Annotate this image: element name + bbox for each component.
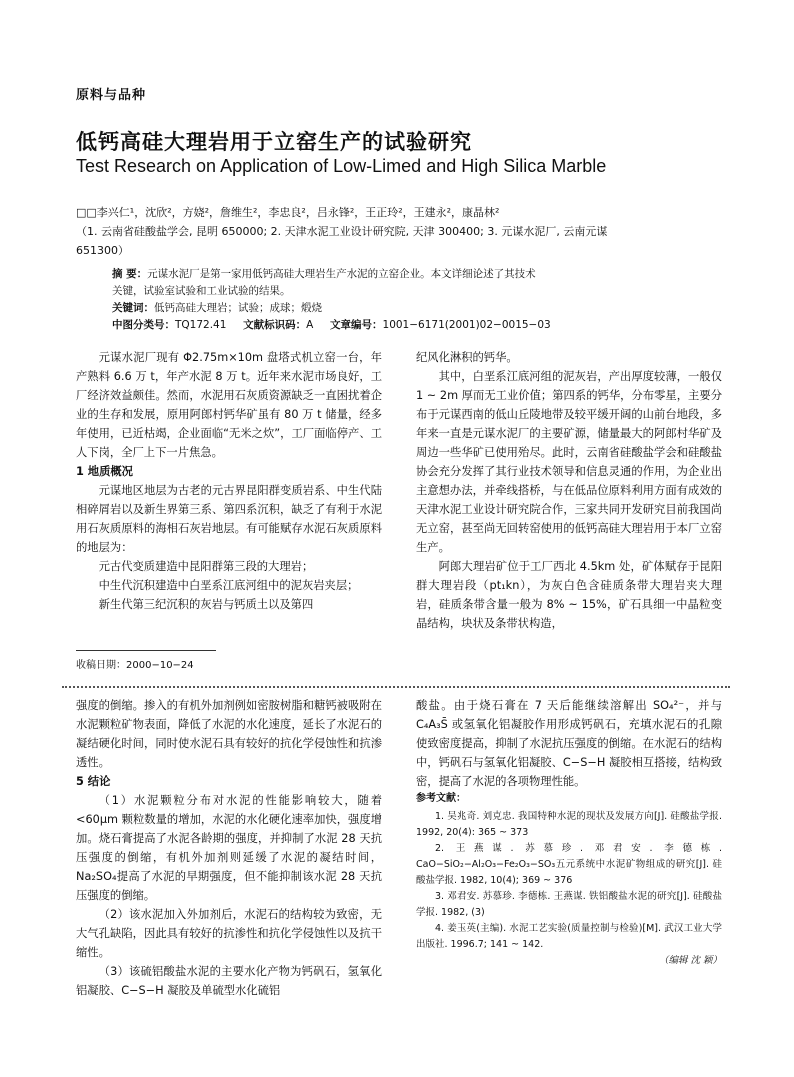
section-heading: 1 地质概况 <box>76 465 133 478</box>
abstract-text: 元谋水泥厂是第一家用低钙高硅大理岩生产水泥的立窑企业。本文详细论述了其技术 <box>147 268 536 280</box>
paragraph: （3）该硫铝酸盐水泥的主要水化产物为钙矾石，氢氧化铝凝胶、C−S−H 凝胶及单硫型水化硫铝 <box>76 965 382 997</box>
abstract-line: 关键，试验室试验和工业试验的结果。 <box>112 285 291 297</box>
paragraph: （1）水泥颗粒分布对水泥的性能影响较大，随着<60μm 颗粒数量的增加，水泥的水化硬化速率加快，强度增加。烧石膏提高了水泥各龄期的强度，并抑制了水泥 28 天抗压强度的倒缩，有机外加剂则延缓了水泥的凝结时间，Na₂SO₄提高了水泥的早期强度，但不能抑制该水泥 28 天抗压强度的倒缩。 <box>76 794 382 902</box>
affiliation-line: 651300） <box>76 244 129 257</box>
affiliations <box>76 222 726 260</box>
section-tag: 原料与品种 <box>76 88 147 103</box>
paragraph: 阿郎大理岩矿位于工厂西北 4.5km 处，矿体赋存于昆阳群大理岩段（pt₁kn），为灰白色含硅质条带大理岩夹大理岩，硅质条带含量一般为 8% ~ 15%，矿石具细一中晶粒变晶结构，块状及条带状构造， <box>416 560 722 630</box>
paragraph: 强度的倒缩。掺入的有机外加剂例如密胺树脂和糖钙被吸附在水泥颗粒矿物表面，降低了水泥的水化速度，延长了水泥石的凝结硬化时间，同时使水泥石具有较好的抗化学侵蚀性和抗渗透性。 <box>76 699 382 769</box>
clc-number: TQ172.41 <box>175 319 227 331</box>
paragraph: 酸盐。由于烧石膏在 7 天后能继续溶解出 SO₄²⁻，并与 C₄A₃S̄ 或氢氧化铝凝胶作用形成钙矾石，充填水泥石的孔隙使致密度提高，抑制了水泥抗压强度的倒缩。在水泥石的结构中，钙矾石与氢氧化铝凝胶、C−S−H 凝胶相互搭接，结构致密，提高了水泥的各项物理性能。 <box>416 699 722 788</box>
keywords: 低钙高硅大理岩；试验；成球；煅烧 <box>154 302 322 314</box>
title-english: Test Research on Application of Low-Limed and High Silica Marble <box>76 156 607 176</box>
article-no-label: 文章编号： <box>330 319 383 331</box>
reference-item: 4. 姜玉英(主编). 水泥工艺实验(质量控制与检验)[M]. 武汉工业大学出版社. 1996.7; 141 ~ 142. <box>416 923 722 950</box>
reference-item: 3. 邓君安. 苏慕珍. 李德栋. 王燕谋. 铁铝酸盐水泥的研究[J]. 硅酸盐学报. 1982, (3) <box>416 891 722 918</box>
author-list: □□李兴仁¹，沈欣²，方娆²，詹维生²，李忠良²，吕永锋²，王正玲²，王建永²，康晶林² <box>76 206 500 219</box>
affiliation-line: （1. 云南省硅酸盐学会, 昆明 650000; 2. 天津水泥工业设计研究院, 天津 300400; 3. 元谋水泥厂, 云南元谋 <box>76 225 608 238</box>
paragraph: 其中，白垩系江底河组的泥灰岩，产出厚度较薄，一般仅 1 ~ 2m 厚而无工业价值；第四系的钙华，分布零星，主要分布于元谋西南的低山丘陵地带及较平缓开阔的山前台地段，多年来一直是元谋水泥厂的主要矿源，储量最大的阿郎村华矿及周边一些华矿已使用殆尽。此时，云南省硅酸盐学会和硅酸盐协会充分发挥了其行业技术领导和信息灵通的作用，为企业出主意想办法，并牵线搭桥，与在低品位原料利用方面有成效的天津水泥工业设计研究院合作，三家共同开发研究目前我国尚无立窑，甚至尚无回转窑使用的低钙高硅大理岩用于本厂立窑生产。 <box>416 370 722 554</box>
footnote-rule <box>76 650 216 651</box>
paragraph: 中生代沉积建造中白垩系江底河组中的泥灰岩夹层； <box>98 579 359 592</box>
abstract-label: 摘 要： <box>112 268 148 280</box>
paragraph: 纪风化淋积的钙华。 <box>416 351 518 364</box>
abstract-block <box>112 266 712 334</box>
page-divider <box>62 686 730 688</box>
abstract-line <box>112 266 712 283</box>
section-heading: 5 结论 <box>76 775 111 788</box>
keywords-label: 关键词： <box>112 302 154 314</box>
reference-item: 2. 王燕谋. 苏慕珍. 邓君安. 李德栋. CaO−SiO₂−Al₂O₃−Fe₂O₃−SO₃五元系统中水泥矿物组成的研究[J]. 硅酸盐学报. 1982, 10(4); 369 ~ 376 <box>416 843 722 886</box>
column-right-top <box>416 348 722 633</box>
column-left-top <box>76 348 382 614</box>
column-right-bottom <box>416 696 722 969</box>
paragraph: 元谋水泥厂现有 Φ2.75m×10m 盘塔式机立窑一台，年产熟料 6.6 万 t，年产水泥 8 万 t。近年来水泥市场良好，工厂经济效益颇佳。然而，水泥用石灰质资源缺乏一直困扰着企业的生存和发展，原用阿郎村钙华矿虽有 80 万 t 储量，经多年使用，已近枯竭，企业面临“无米之炊”，工厂面临停产、工人下岗，全厂上下一片焦急。 <box>76 351 382 459</box>
doc-code: A <box>306 319 314 331</box>
clc-label: 中图分类号： <box>112 319 175 331</box>
column-left-bottom <box>76 696 382 1000</box>
classification-line <box>112 317 712 334</box>
keywords-line <box>112 300 712 317</box>
paragraph: 元古代变质建造中昆阳群第三段的大理岩； <box>98 560 314 573</box>
title-chinese: 低钙高硅大理岩用于立窑生产的试验研究 <box>76 130 472 154</box>
doc-code-label: 文献标识码： <box>243 319 307 331</box>
references <box>416 791 722 969</box>
paragraph: 新生代第三纪沉积的灰岩与钙质土以及第四 <box>98 598 314 611</box>
paragraph: 元谋地区地层为古老的元古界昆阳群变质岩系、中生代陆相碎屑岩以及新生界第三系、第四系沉积，缺乏了有利于水泥用石灰质原料的海相石灰岩地层。有可能赋存水泥石灰质原料的地层为： <box>76 484 382 554</box>
received-date: 收稿日期：2000−10−24 <box>76 660 194 671</box>
references-heading: 参考文献： <box>416 793 466 804</box>
article-number: 1001−6171(2001)02−0015−03 <box>382 319 551 331</box>
paragraph: （2）该水泥加入外加剂后，水泥石的结构较为致密，无大气孔缺陷，因此具有较好的抗渗性和抗化学侵蚀性以及抗干缩性。 <box>76 908 382 959</box>
reference-item: 1. 吴兆奇. 刘克忠. 我国特种水泥的现状及发展方向[J]. 硅酸盐学报. 1992, 20(4): 365 ~ 373 <box>416 811 722 838</box>
editor-credit: （编辑 沈 颖） <box>658 955 722 966</box>
